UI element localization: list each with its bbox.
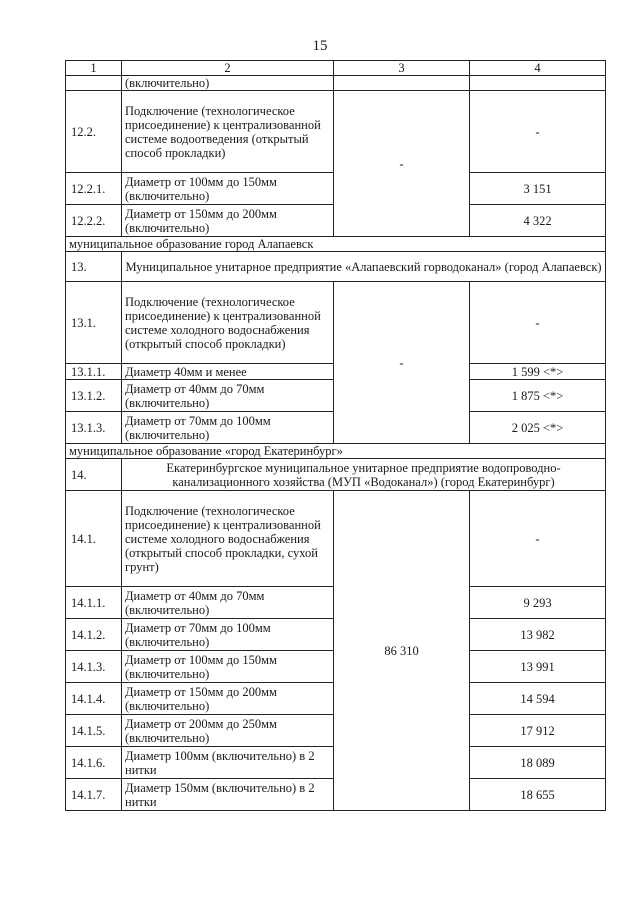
table-row xyxy=(66,282,606,364)
row-description: Диаметр от 150мм до 200мм (включительно) xyxy=(122,683,334,715)
row-description: Диаметр от 40мм до 70мм (включительно) xyxy=(122,587,334,619)
merged-value-12: - xyxy=(334,91,470,237)
row-number: 14.1.5. xyxy=(66,715,122,747)
header-col-4: 4 xyxy=(470,61,606,76)
org-name: Муниципальное унитарное предприятие «Алапаевский горводоканал» (город Алапаевск) xyxy=(122,252,606,282)
row-value: 3 151 xyxy=(470,173,606,205)
row-value: 4 322 xyxy=(470,205,606,237)
row-number: 12.2. xyxy=(66,91,122,173)
row-description: Диаметр от 40мм до 70мм (включительно) xyxy=(122,380,334,412)
row-description: Диаметр от 150мм до 200мм (включительно) xyxy=(122,205,334,237)
section-row xyxy=(66,237,606,252)
row-number: 14.1.6. xyxy=(66,747,122,779)
row-number: 14.1.4. xyxy=(66,683,122,715)
org-row xyxy=(66,459,606,491)
row-number: 14.1. xyxy=(66,491,122,587)
row-number: 12.2.2. xyxy=(66,205,122,237)
row-col3 xyxy=(334,76,470,91)
row-description: Диаметр от 100мм до 150мм (включительно) xyxy=(122,173,334,205)
row-value: - xyxy=(470,282,606,364)
header-col-3: 3 xyxy=(334,61,470,76)
row-col4 xyxy=(470,76,606,91)
row-value: 9 293 xyxy=(470,587,606,619)
merged-value-14: 86 310 xyxy=(334,491,470,811)
row-number: 14.1.1. xyxy=(66,587,122,619)
page-number: 15 xyxy=(312,38,328,54)
row-description: Диаметр от 70мм до 100мм (включительно) xyxy=(122,412,334,444)
header-col-2: 2 xyxy=(122,61,334,76)
row-value: 2 025 <*> xyxy=(470,412,606,444)
row-value: - xyxy=(470,91,606,173)
row-value: 1 599 <*> xyxy=(470,364,606,380)
row-value: 14 594 xyxy=(470,683,606,715)
row-description: Диаметр от 200мм до 250мм (включительно) xyxy=(122,715,334,747)
org-row xyxy=(66,252,606,282)
table-row xyxy=(66,491,606,587)
row-number: 13. xyxy=(66,252,122,282)
table-row xyxy=(66,76,606,91)
header-row xyxy=(66,61,606,76)
header-col-1: 1 xyxy=(66,61,122,76)
row-value: 13 982 xyxy=(470,619,606,651)
row-description: Подключение (технологическое присоединение) к централизованной системе водоотведения (открытый способ прокладки) xyxy=(122,91,334,173)
row-number xyxy=(66,76,122,91)
row-description: Диаметр 100мм (включительно) в 2 нитки xyxy=(122,747,334,779)
row-number: 14.1.2. xyxy=(66,619,122,651)
tariff-table xyxy=(65,60,606,811)
row-description: Диаметр 40мм и менее xyxy=(122,364,334,380)
row-description: Подключение (технологическое присоединение) к централизованной системе холодного водоснабжения (открытый способ прокладки, сухой грунт) xyxy=(122,491,334,587)
row-description: Диаметр от 100мм до 150мм (включительно) xyxy=(122,651,334,683)
row-description: Подключение (технологическое присоединение) к централизованной системе холодного водоснабжения (открытый способ прокладки) xyxy=(122,282,334,364)
row-number: 13.1.2. xyxy=(66,380,122,412)
section-title: муниципальное образование город Алапаевск xyxy=(66,237,606,252)
row-value: 13 991 xyxy=(470,651,606,683)
row-number: 13.1.1. xyxy=(66,364,122,380)
section-row xyxy=(66,444,606,459)
merged-value-13: - xyxy=(334,282,470,444)
row-description: Диаметр 150мм (включительно) в 2 нитки xyxy=(122,779,334,811)
org-name: Екатеринбургское муниципальное унитарное предприятие водопроводно-канализационного хозяйства (МУП «Водоканал») (город Екатеринбург) xyxy=(122,459,606,491)
row-value: 18 089 xyxy=(470,747,606,779)
row-number: 14.1.7. xyxy=(66,779,122,811)
row-description: Диаметр от 70мм до 100мм (включительно) xyxy=(122,619,334,651)
row-value: - xyxy=(470,491,606,587)
table-row xyxy=(66,91,606,173)
row-value: 18 655 xyxy=(470,779,606,811)
row-value: 1 875 <*> xyxy=(470,380,606,412)
row-description: (включительно) xyxy=(122,76,334,91)
row-number: 13.1.3. xyxy=(66,412,122,444)
row-value: 17 912 xyxy=(470,715,606,747)
section-title: муниципальное образование «город Екатеринбург» xyxy=(66,444,606,459)
row-number: 13.1. xyxy=(66,282,122,364)
row-number: 14.1.3. xyxy=(66,651,122,683)
row-number: 14. xyxy=(66,459,122,491)
row-number: 12.2.1. xyxy=(66,173,122,205)
